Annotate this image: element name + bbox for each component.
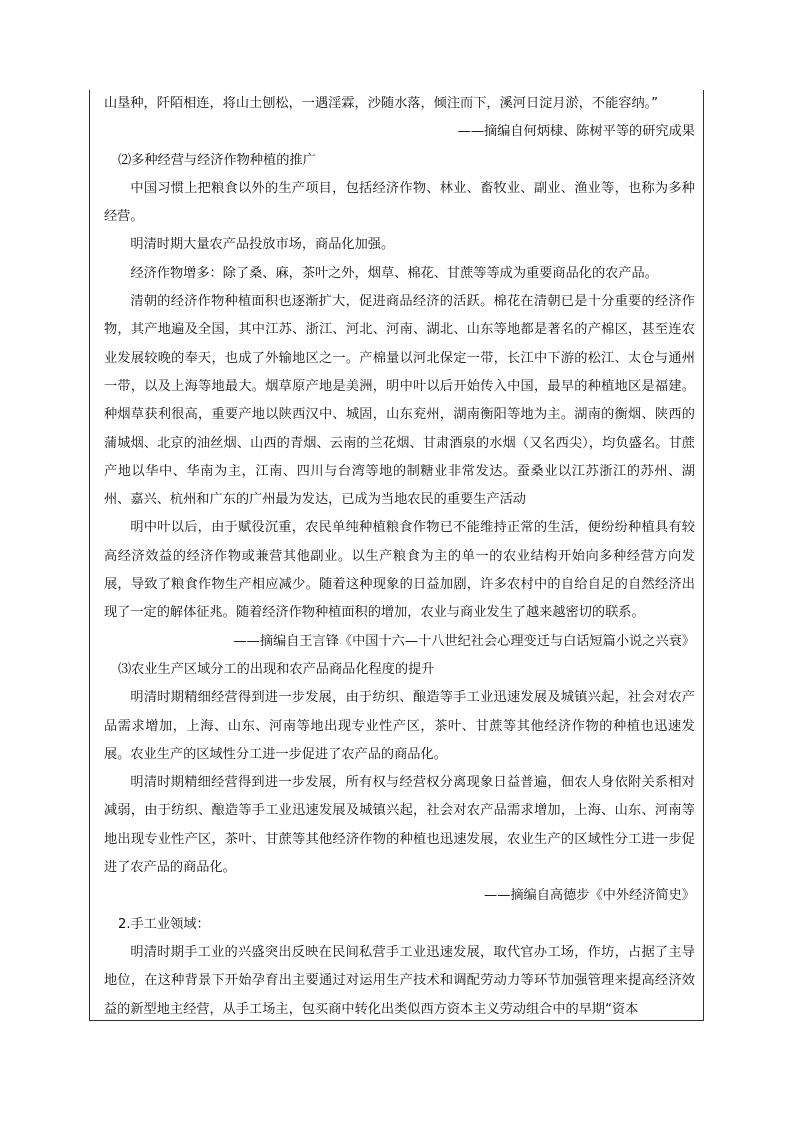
document-table-cell [89,90,704,1021]
quote-continuation: 山垦种，阡陌相连，将山土刨松，一遇淫霖，沙随水落，倾注而下，溪河日淀月淤，不能容纳。” [104,96,659,111]
section-heading: ⑵多种经营与经济作物种植的推广 [118,152,316,168]
paragraph: 明清时期大量农产品投放市场，商品化加强。 [130,237,395,253]
paragraph: 明中叶以后，由于赋役沉重，农民单纯种植粮食作物已不能维持正常的生活，便纷纷种植具有较高经济效益的经济作物或兼营其他副业。以生产粮食为主的单一的农业结构开始向多种经营方向发展，导致了粮食作物生产相应减少。随着这种现象的日益加剧，许多农村中的自给自足的自然经济出现了一定的解体征兆。随着经济作物种植面积的增加，农业与商业发生了越来越密切的联系。 [104,520,695,621]
document-body [104,90,695,1024]
source-citation: ——摘编自高德步《中外经济简史》 [484,888,695,904]
source-citation: ——摘编自何炳棣、陈树平等的研究成果 [457,124,695,140]
paragraph: 明清时期精细经营得到进一步发展，由于纺织、酿造等手工业迅速发展及城镇兴起，社会对农产品需求增加，上海、山东、河南等地出现专业性产区，茶叶、甘蔗等其他经济作物的种植也迅速发展。农业生产的区域性分工进一步促进了农产品的商品化。 [104,690,695,762]
paragraph: 中国习惯上把粮食以外的生产项目，包括经济作物、林业、畜牧业、副业、渔业等，也称为多种经营。 [104,180,695,225]
paragraph: 经济作物增多：除了桑、麻，茶叶之外，烟草、棉花、甘蔗等等成为重要商品化的农产品。 [130,265,658,281]
section-heading: 2.手工业领域： [118,916,210,932]
paragraph: 清朝的经济作物种植面积也逐渐扩大，促进商品经济的活跃。棉花在清朝已是十分重要的经济作物，其产地遍及全国，其中江苏、浙江、河北、河南、湖北、山东等地都是著名的产棉区，甚至连农业发展较晚的奉天，也成了外输地区之一。产棉量以河北保定一带，长江中下游的松江、太仓与通州一带，以及上海等地最大。烟草原产地是美洲，明中叶以后开始传入中国，最早的种植地区是福建。种烟草获利很高，重要产地以陕西汉中、城固，山东兖州，湖南衡阳等地为主。湖南的衡烟、陕西的蒲城烟、北京的油丝烟、山西的青烟、云南的兰花烟、甘肃酒泉的水烟（又名西尖），均负盛名。甘蔗产地以华中、华南为主，江南、四川与台湾等地的制糖业非常发达。蚕桑业以江苏浙江的苏州、湖州、嘉兴、杭州和广东的广州最为发达，已成为当地农民的重要生产活动 [104,294,695,508]
section-heading: ⑶农业生产区域分工的出现和农产品商品化程度的提升 [118,661,435,677]
paragraph: 明清时期手工业的兴盛突出反映在民间私营手工业迅速发展，取代官办工场，作坊，占据了主导地位，在这种背景下开始孕育出主要通过对运用生产技术和调配劳动力等环节加强管理来提高经济效益的新型地主经营，从手工场主，包买商中转化出类似西方资本主义劳动组合中的早期“资本 [104,944,695,1017]
paragraph: 明清时期精细经营得到进一步发展，所有权与经营权分离现象日益普遍，佃农人身依附关系相对减弱，由于纺织、酿造等手工业迅速发展及城镇兴起，社会对农产品需求增加，上海、山东、河南等地出现专业性产区，茶叶、甘蔗等其他经济作物的种植也迅速发展，农业生产的区域性分工进一步促进了农产品的商品化。 [104,775,695,876]
source-citation: ——摘编自王言锋《中国十六—十八世纪社会心理变迁与白话短篇小说之兴衰》 [233,633,695,649]
